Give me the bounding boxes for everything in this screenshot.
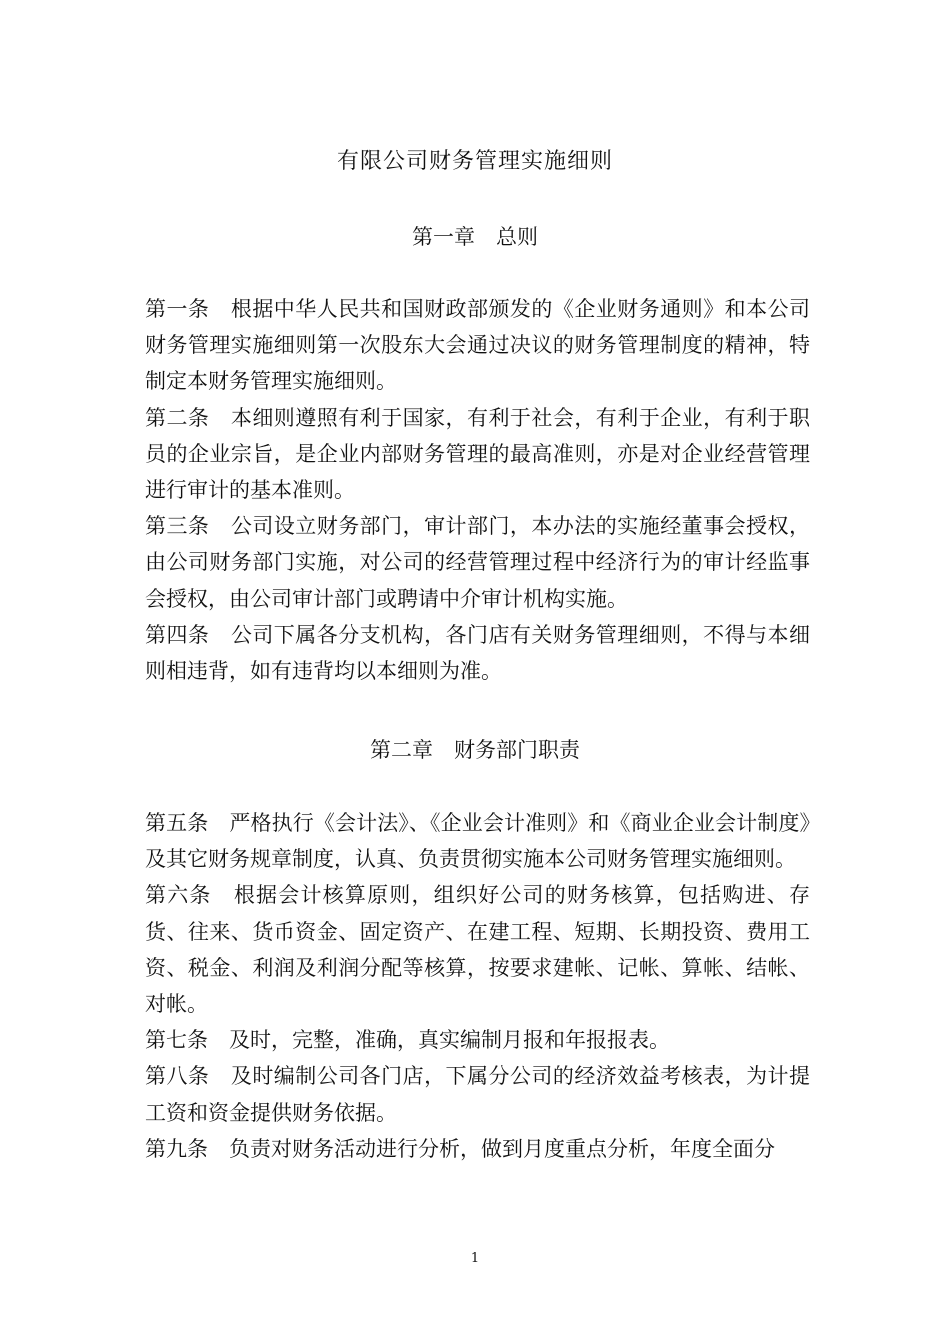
article-paragraph: 第八条 及时编制公司各门店，下属分公司的经济效益考核表，为计提工资和资金提供财务依据。 <box>145 1064 810 1125</box>
chapter-heading: 第二章 财务部门职责 <box>370 738 580 762</box>
chapter-heading: 第一章 总则 <box>412 225 538 249</box>
document-title: 有限公司财务管理实施细则 <box>336 149 613 174</box>
article-paragraph: 第一条 根据中华人民共和国财政部颁发的《企业财务通则》和本公司财务管理实施细则第一次股东大会通过决议的财务管理制度的精神，特制定本财务管理实施细则。 <box>145 297 810 394</box>
article-paragraph: 第五条 严格执行《会计法》、《企业会计准则》和《商业企业会计制度》及其它财务规章制度，认真、负责贯彻实施本公司财务管理实施细则。 <box>145 811 810 872</box>
chapter-2-body <box>145 805 810 1167</box>
page-number: 1 <box>470 1251 480 1266</box>
article-paragraph: 第三条 公司设立财务部门，审计部门，本办法的实施经董事会授权，由公司财务部门实施，对公司的经营管理过程中经济行为的审计经监事会授权，由公司审计部门或聘请中介审计机构实施。 <box>145 514 810 611</box>
article-paragraph: 第四条 公司下属各分支机构，各门店有关财务管理细则，不得与本细则相违背，如有违背均以本细则为准。 <box>145 622 810 684</box>
article-paragraph: 第七条 及时，完整，准确，真实编制月报和年报报表。 <box>145 1028 670 1053</box>
article-paragraph: 第六条 根据会计核算原则，组织好公司的财务核算，包括购进、存货、往来、货币资金、固定资产、在建工程、短期、长期投资、费用工资、税金、利润及利润分配等核算，按要求建帐、记帐、算帐、结帐、对帐。 <box>145 883 810 1017</box>
article-paragraph: 第二条 本细则遵照有利于国家，有利于社会，有利于企业，有利于职员的企业宗旨，是企业内部财务管理的最高准则，亦是对企业经营管理进行审计的基本准则。 <box>145 405 810 503</box>
chapter-1-body <box>145 291 810 689</box>
article-paragraph: 第九条 负责对财务活动进行分析，做到月度重点分析，年度全面分 <box>145 1136 775 1161</box>
